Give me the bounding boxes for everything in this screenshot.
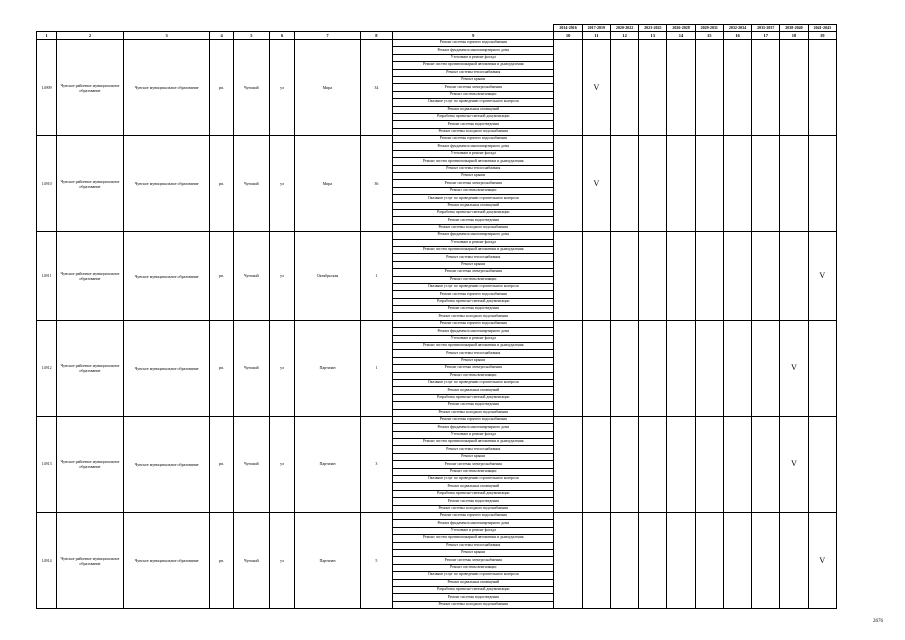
municipal-district: Чунское районное муниципальное образование bbox=[57, 232, 124, 321]
period-cell bbox=[554, 416, 582, 512]
work-type: Ремонт системы вентиляции bbox=[393, 91, 554, 98]
locality-name: Чунский bbox=[233, 320, 269, 416]
work-type: Ремонт системы холодного водоснабжения bbox=[393, 224, 554, 231]
period-cell bbox=[723, 232, 751, 321]
repair-period-mark: V bbox=[780, 320, 808, 416]
work-type: Ремонт крыши bbox=[393, 261, 554, 268]
municipal-settlement: Чунское муниципальное образование bbox=[123, 320, 210, 416]
work-type: Ремонт системы горячего водоснабжения bbox=[393, 320, 554, 327]
period-cell bbox=[780, 232, 808, 321]
work-type: Разработка проектно-сметной документации bbox=[393, 298, 554, 305]
street-type: ул bbox=[269, 232, 294, 321]
municipal-settlement: Чунское муниципальное образование bbox=[123, 416, 210, 512]
work-type: Ремонт системы водоотведения bbox=[393, 217, 554, 224]
work-type: Утепление и ремонт фасада bbox=[393, 431, 554, 438]
period-cell bbox=[582, 513, 610, 609]
period-header: 2014-2016 bbox=[554, 25, 582, 32]
locality-name: Чунский bbox=[233, 232, 269, 321]
work-type: Ремонт системы вентиляции bbox=[393, 468, 554, 475]
period-cell bbox=[695, 513, 723, 609]
locality-type: рп. bbox=[210, 513, 233, 609]
column-number: 6 bbox=[269, 32, 294, 40]
work-type: Ремонт системы горячего водоснабжения bbox=[393, 136, 554, 143]
house-number: 34 bbox=[360, 40, 392, 136]
column-number: 4 bbox=[210, 32, 233, 40]
column-number: 18 bbox=[780, 32, 808, 40]
column-number: 2 bbox=[57, 32, 124, 40]
period-cell bbox=[610, 513, 638, 609]
period-header: 2020-2022 bbox=[610, 25, 638, 32]
municipal-district: Чунское районное муниципальное образование bbox=[57, 513, 124, 609]
municipal-settlement: Чунское муниципальное образование bbox=[123, 40, 210, 136]
period-cell bbox=[639, 513, 667, 609]
work-type: Ремонт системы горячего водоснабжения bbox=[393, 291, 554, 298]
work-type: Разработка проектно-сметной документации bbox=[393, 209, 554, 216]
work-type: Ремонт системы холодного водоснабжения bbox=[393, 128, 554, 135]
period-header: 2041-2043 bbox=[808, 25, 836, 32]
work-type: Ремонт крыши bbox=[393, 549, 554, 556]
repair-period-mark: V bbox=[780, 416, 808, 512]
house-number: 3 bbox=[360, 416, 392, 512]
work-type: Ремонт крыши bbox=[393, 173, 554, 180]
work-type: Ремонт системы электроснабжения bbox=[393, 180, 554, 187]
period-cell bbox=[610, 416, 638, 512]
period-cell bbox=[723, 320, 751, 416]
table-row bbox=[37, 232, 837, 239]
work-type: Ремонт системы горячего водоснабжения bbox=[393, 40, 554, 47]
municipal-settlement: Чунское муниципальное образование bbox=[123, 232, 210, 321]
work-type: Ремонт системы теплоснабжения bbox=[393, 350, 554, 357]
work-type: Ремонт систем противопожарной автоматики и дымоудаления bbox=[393, 158, 554, 165]
work-type: Ремонт систем противопожарной автоматики и дымоудаления bbox=[393, 439, 554, 446]
work-type: Оказание услуг по проведению строительного контроля bbox=[393, 572, 554, 579]
period-cell bbox=[808, 136, 836, 232]
street-type: ул bbox=[269, 416, 294, 512]
work-type: Ремонт подвальных помещений bbox=[393, 202, 554, 209]
work-type: Разработка проектно-сметной документации bbox=[393, 490, 554, 497]
period-header: 2029-2031 bbox=[695, 25, 723, 32]
work-type: Ремонт систем противопожарной автоматики и дымоудаления bbox=[393, 246, 554, 253]
period-cell bbox=[780, 136, 808, 232]
locality-type: рп. bbox=[210, 320, 233, 416]
work-type: Оказание услуг по проведению строительного контроля bbox=[393, 476, 554, 483]
period-cell bbox=[752, 513, 780, 609]
municipal-district: Чунское районное муниципальное образование bbox=[57, 416, 124, 512]
work-type: Ремонт системы теплоснабжения bbox=[393, 446, 554, 453]
street-type: ул bbox=[269, 136, 294, 232]
work-type: Ремонт фундамента многоквартирного дома bbox=[393, 328, 554, 335]
column-number: 11 bbox=[582, 32, 610, 40]
municipal-district: Чунское районное муниципальное образование bbox=[57, 136, 124, 232]
repair-period-mark: V bbox=[582, 40, 610, 136]
period-cell bbox=[667, 320, 695, 416]
period-header-row bbox=[37, 25, 837, 32]
period-cell bbox=[780, 40, 808, 136]
period-header: 2038-2040 bbox=[780, 25, 808, 32]
work-type: Ремонт системы теплоснабжения bbox=[393, 165, 554, 172]
work-type: Ремонт подвальных помещений bbox=[393, 387, 554, 394]
work-type: Ремонт системы водоотведения bbox=[393, 306, 554, 313]
period-cell bbox=[639, 40, 667, 136]
work-type: Ремонт системы горячего водоснабжения bbox=[393, 416, 554, 423]
period-cell bbox=[639, 320, 667, 416]
period-cell bbox=[610, 136, 638, 232]
period-cell bbox=[610, 232, 638, 321]
period-cell bbox=[667, 513, 695, 609]
period-cell bbox=[752, 136, 780, 232]
work-type: Ремонт системы теплоснабжения bbox=[393, 69, 554, 76]
municipal-settlement: Чунское муниципальное образование bbox=[123, 513, 210, 609]
column-number: 10 bbox=[554, 32, 582, 40]
period-cell bbox=[723, 40, 751, 136]
table-row bbox=[37, 416, 837, 423]
period-cell bbox=[667, 416, 695, 512]
work-type: Ремонт системы горячего водоснабжения bbox=[393, 513, 554, 520]
column-number: 7 bbox=[295, 32, 361, 40]
work-type: Ремонт системы холодного водоснабжения bbox=[393, 601, 554, 608]
record-id: 14910 bbox=[37, 136, 57, 232]
work-type: Ремонт крыши bbox=[393, 76, 554, 83]
period-cell bbox=[639, 136, 667, 232]
period-header: 2017-2019 bbox=[582, 25, 610, 32]
work-type: Ремонт подвальных помещений bbox=[393, 483, 554, 490]
work-type: Оказание услуг по проведению строительного контроля bbox=[393, 99, 554, 106]
work-type: Ремонт подвальных помещений bbox=[393, 106, 554, 113]
record-id: 14909 bbox=[37, 40, 57, 136]
work-type: Ремонт фундамента многоквартирного дома bbox=[393, 520, 554, 527]
column-number: 9 bbox=[393, 32, 554, 40]
locality-type: рп. bbox=[210, 232, 233, 321]
work-type: Ремонт системы вентиляции bbox=[393, 187, 554, 194]
period-cell bbox=[667, 232, 695, 321]
work-type: Ремонт системы вентиляции bbox=[393, 564, 554, 571]
work-type: Разработка проектно-сметной документации bbox=[393, 113, 554, 120]
period-cell bbox=[695, 416, 723, 512]
locality-type: рп. bbox=[210, 40, 233, 136]
work-type: Ремонт системы электроснабжения bbox=[393, 461, 554, 468]
period-cell bbox=[554, 136, 582, 232]
work-type: Ремонт системы холодного водоснабжения bbox=[393, 505, 554, 512]
period-cell bbox=[752, 232, 780, 321]
record-id: 14913 bbox=[37, 416, 57, 512]
period-cell bbox=[610, 320, 638, 416]
locality-type: рп. bbox=[210, 136, 233, 232]
municipal-district: Чунское районное муниципальное образование bbox=[57, 40, 124, 136]
house-number: 1 bbox=[360, 320, 392, 416]
work-type: Ремонт систем противопожарной автоматики и дымоудаления bbox=[393, 535, 554, 542]
period-header: 2023-2025 bbox=[639, 25, 667, 32]
work-type: Ремонт крыши bbox=[393, 453, 554, 460]
period-cell bbox=[752, 320, 780, 416]
column-number-row bbox=[37, 32, 837, 40]
work-type: Ремонт системы вентиляции bbox=[393, 372, 554, 379]
period-cell bbox=[695, 40, 723, 136]
work-type: Ремонт системы холодного водоснабжения bbox=[393, 313, 554, 320]
street-name: Партизан bbox=[295, 320, 361, 416]
work-type: Ремонт системы водоотведения bbox=[393, 402, 554, 409]
street-name: Партизан bbox=[295, 416, 361, 512]
work-type: Оказание услуг по проведению строительного контроля bbox=[393, 379, 554, 386]
period-cell bbox=[752, 416, 780, 512]
period-cell bbox=[808, 320, 836, 416]
period-cell bbox=[610, 40, 638, 136]
street-name: Мира bbox=[295, 136, 361, 232]
period-cell bbox=[639, 232, 667, 321]
repair-period-mark: V bbox=[808, 232, 836, 321]
work-type: Утепление и ремонт фасада bbox=[393, 527, 554, 534]
page-number: 2676 bbox=[873, 619, 883, 624]
street-name: Мира bbox=[295, 40, 361, 136]
column-number: 8 bbox=[360, 32, 392, 40]
column-number: 15 bbox=[695, 32, 723, 40]
repair-period-mark: V bbox=[808, 513, 836, 609]
header-blank bbox=[37, 25, 554, 32]
record-id: 14914 bbox=[37, 513, 57, 609]
period-cell bbox=[723, 513, 751, 609]
period-cell bbox=[695, 136, 723, 232]
column-number: 5 bbox=[233, 32, 269, 40]
house-number: 1 bbox=[360, 232, 392, 321]
record-id: 14912 bbox=[37, 320, 57, 416]
work-type: Утепление и ремонт фасада bbox=[393, 150, 554, 157]
column-number: 1 bbox=[37, 32, 57, 40]
work-type: Разработка проектно-сметной документации bbox=[393, 586, 554, 593]
work-type: Ремонт крыши bbox=[393, 357, 554, 364]
period-cell bbox=[695, 320, 723, 416]
street-name: Партизан bbox=[295, 513, 361, 609]
period-cell bbox=[808, 416, 836, 512]
period-cell bbox=[723, 416, 751, 512]
work-type: Ремонт фундамента многоквартирного дома bbox=[393, 47, 554, 54]
period-cell bbox=[695, 232, 723, 321]
work-type: Ремонт системы водоотведения bbox=[393, 498, 554, 505]
work-type: Ремонт системы электроснабжения bbox=[393, 84, 554, 91]
period-cell bbox=[554, 40, 582, 136]
work-type: Ремонт системы водоотведения bbox=[393, 121, 554, 128]
column-number: 17 bbox=[752, 32, 780, 40]
period-cell bbox=[667, 136, 695, 232]
table-row bbox=[37, 320, 837, 327]
capital-repair-register-table bbox=[36, 24, 837, 609]
work-type: Ремонт системы электроснабжения bbox=[393, 365, 554, 372]
period-cell bbox=[582, 320, 610, 416]
work-type: Ремонт системы электроснабжения bbox=[393, 269, 554, 276]
work-type: Ремонт подвальных помещений bbox=[393, 579, 554, 586]
table-row bbox=[37, 40, 837, 47]
column-number: 19 bbox=[808, 32, 836, 40]
column-number: 14 bbox=[667, 32, 695, 40]
locality-type: рп. bbox=[210, 416, 233, 512]
house-number: 5 bbox=[360, 513, 392, 609]
period-cell bbox=[667, 40, 695, 136]
period-cell bbox=[554, 320, 582, 416]
work-type: Ремонт системы электроснабжения bbox=[393, 557, 554, 564]
locality-name: Чунский bbox=[233, 513, 269, 609]
locality-name: Чунский bbox=[233, 136, 269, 232]
street-name: Октябрьская bbox=[295, 232, 361, 321]
work-type: Ремонт системы холодного водоснабжения bbox=[393, 409, 554, 416]
work-type: Оказание услуг по проведению строительного контроля bbox=[393, 283, 554, 290]
work-type: Ремонт системы вентиляции bbox=[393, 276, 554, 283]
period-cell bbox=[808, 40, 836, 136]
work-type: Ремонт системы водоотведения bbox=[393, 594, 554, 601]
period-cell bbox=[582, 232, 610, 321]
street-type: ул bbox=[269, 40, 294, 136]
period-cell bbox=[780, 513, 808, 609]
street-type: ул bbox=[269, 320, 294, 416]
record-id: 14911 bbox=[37, 232, 57, 321]
column-number: 13 bbox=[639, 32, 667, 40]
street-type: ул bbox=[269, 513, 294, 609]
house-number: 36 bbox=[360, 136, 392, 232]
column-number: 3 bbox=[123, 32, 210, 40]
work-type: Ремонт фундамента многоквартирного дома bbox=[393, 232, 554, 239]
period-cell bbox=[582, 416, 610, 512]
work-type: Утепление и ремонт фасада bbox=[393, 335, 554, 342]
period-cell bbox=[554, 232, 582, 321]
work-type: Ремонт систем противопожарной автоматики и дымоудаления bbox=[393, 62, 554, 69]
municipal-district: Чунское районное муниципальное образование bbox=[57, 320, 124, 416]
period-header: 2035-2037 bbox=[752, 25, 780, 32]
period-cell bbox=[554, 513, 582, 609]
period-cell bbox=[639, 416, 667, 512]
table-row bbox=[37, 513, 837, 520]
work-type: Ремонт системы теплоснабжения bbox=[393, 542, 554, 549]
repair-period-mark: V bbox=[582, 136, 610, 232]
work-type: Ремонт фундамента многоквартирного дома bbox=[393, 143, 554, 150]
work-type: Разработка проектно-сметной документации bbox=[393, 394, 554, 401]
table-row bbox=[37, 136, 837, 143]
period-header: 2032-2034 bbox=[723, 25, 751, 32]
work-type: Утепление и ремонт фасада bbox=[393, 54, 554, 61]
work-type: Утепление и ремонт фасада bbox=[393, 239, 554, 246]
work-type: Ремонт фундамента многоквартирного дома bbox=[393, 424, 554, 431]
locality-name: Чунский bbox=[233, 416, 269, 512]
period-cell bbox=[723, 136, 751, 232]
municipal-settlement: Чунское муниципальное образование bbox=[123, 136, 210, 232]
work-type: Оказание услуг по проведению строительного контроля bbox=[393, 195, 554, 202]
work-type: Ремонт систем противопожарной автоматики и дымоудаления bbox=[393, 343, 554, 350]
column-number: 16 bbox=[723, 32, 751, 40]
period-header: 2026-2028 bbox=[667, 25, 695, 32]
period-cell bbox=[752, 40, 780, 136]
column-number: 12 bbox=[610, 32, 638, 40]
work-type: Ремонт системы теплоснабжения bbox=[393, 254, 554, 261]
locality-name: Чунский bbox=[233, 40, 269, 136]
